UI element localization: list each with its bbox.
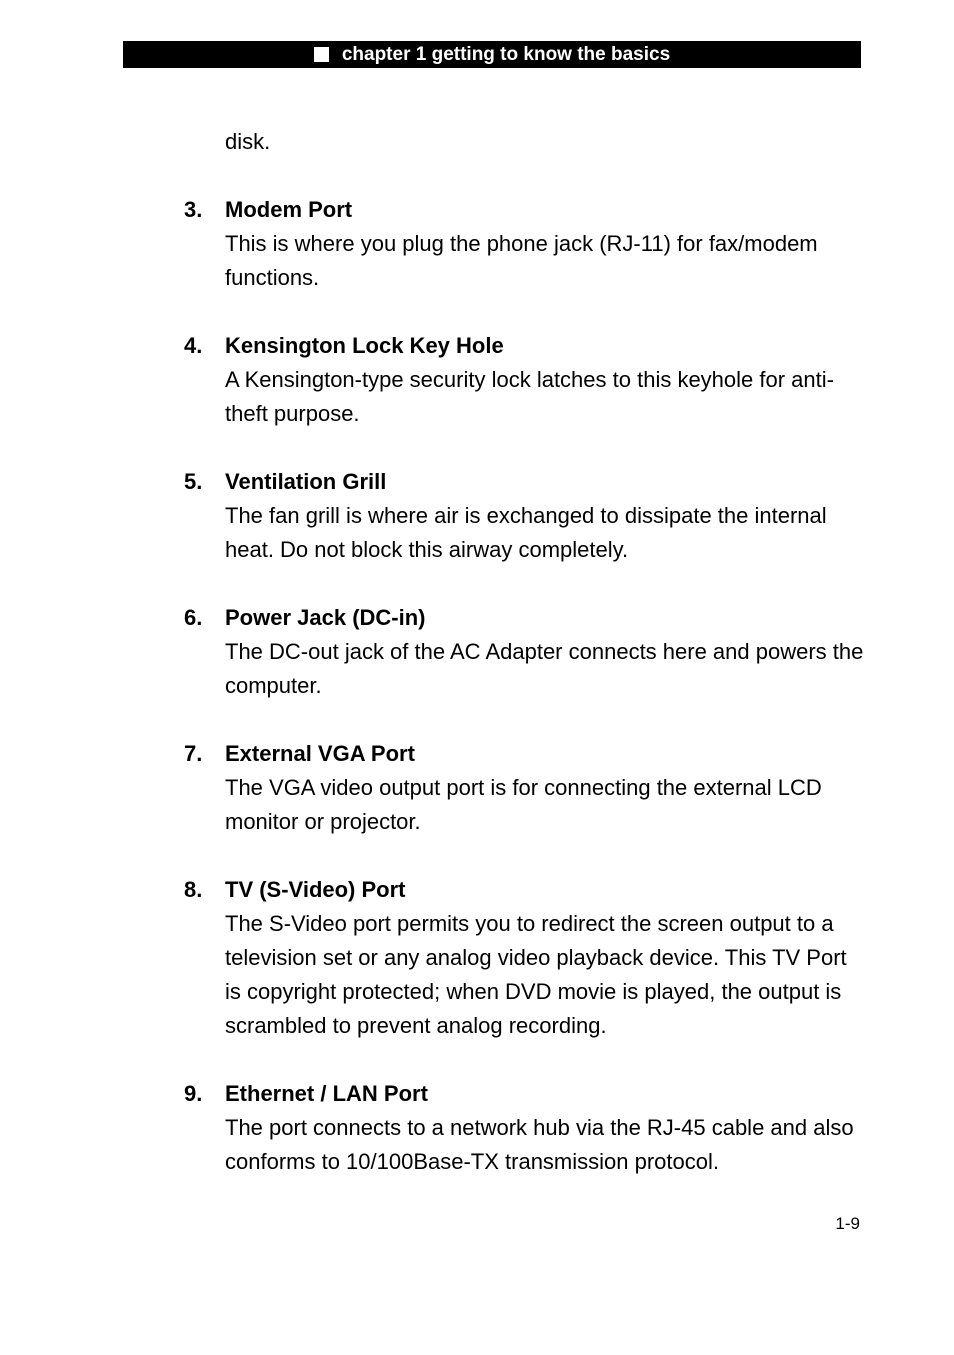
item-title: TV (S-Video) Port [225, 877, 406, 902]
page-number: 1-9 [835, 1214, 860, 1233]
list-item [184, 329, 864, 431]
item-title: Ethernet / LAN Port [225, 1081, 428, 1106]
item-number: 3. [184, 197, 203, 222]
item-body [225, 465, 864, 567]
list-item [184, 193, 864, 295]
page-content [184, 125, 864, 1179]
chapter-header-bar [123, 41, 861, 68]
item-description: The fan grill is where air is exchanged to dissipate the internal heat. Do not block this airway completely. [225, 503, 827, 562]
item-description: The port connects to a network hub via the RJ-45 cable and also conforms to 10/100Base-TX transmission protocol. [225, 1115, 854, 1174]
continued-text: disk. [225, 129, 271, 154]
item-description: A Kensington-type security lock latches to this keyhole for anti-theft purpose. [225, 367, 834, 426]
item-description: The DC-out jack of the AC Adapter connects here and powers the computer. [225, 639, 864, 698]
item-number: 9. [184, 1081, 203, 1106]
list-item [184, 737, 864, 839]
list-item [184, 1077, 864, 1179]
chapter-title: chapter 1 getting to know the basics [341, 43, 671, 65]
item-body [225, 873, 864, 1043]
list-item [184, 465, 864, 567]
item-body [225, 601, 864, 703]
item-number: 6. [184, 605, 203, 630]
item-body [225, 737, 864, 839]
item-body [225, 193, 864, 295]
item-description: The S-Video port permits you to redirect the screen output to a television set or any analog video playback device. This TV Port is copyright protected; when DVD movie is played, the output is scrambled to prevent analog recording. [225, 911, 847, 1038]
list-item [184, 873, 864, 1043]
item-number: 5. [184, 469, 203, 494]
item-title: Ventilation Grill [225, 469, 387, 494]
item-description: The VGA video output port is for connecting the external LCD monitor or projector. [225, 775, 822, 834]
item-number: 7. [184, 741, 203, 766]
list-item [184, 601, 864, 703]
item-title: External VGA Port [225, 741, 415, 766]
item-title: Modem Port [225, 197, 353, 222]
square-icon [314, 47, 329, 62]
item-number: 4. [184, 333, 203, 358]
item-description: This is where you plug the phone jack (RJ-11) for fax/modem functions. [225, 231, 818, 290]
item-body [225, 329, 864, 431]
item-number: 8. [184, 877, 203, 902]
item-title: Power Jack (DC-in) [225, 605, 426, 630]
item-title: Kensington Lock Key Hole [225, 333, 504, 358]
item-body [225, 1077, 864, 1179]
